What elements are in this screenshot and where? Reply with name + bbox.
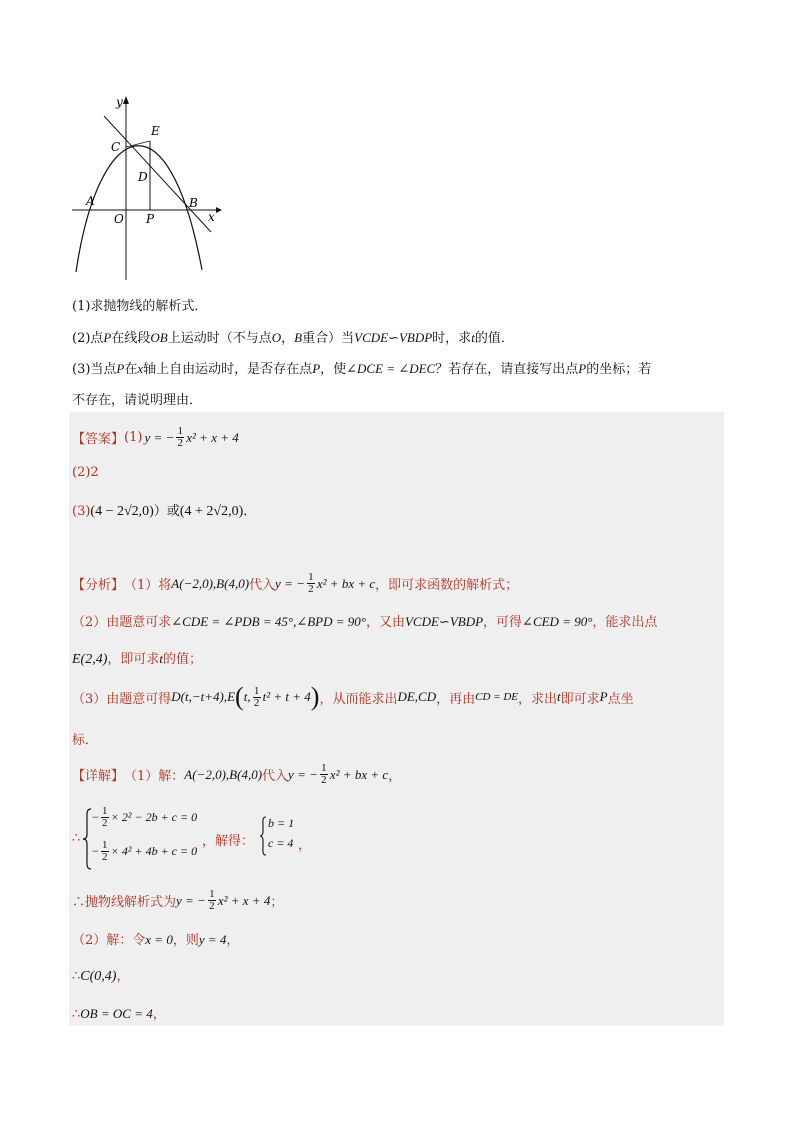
detail-lhs: y = − [176, 892, 206, 908]
q2-var-o: O [271, 330, 282, 345]
detail-text: ， [226, 933, 240, 948]
detail-text: （2）解：令 [72, 933, 146, 948]
detail-line-5 [72, 965, 129, 985]
label-e: E [151, 124, 160, 138]
analysis-var-t: t [557, 689, 561, 704]
detail-text: ， [388, 769, 402, 784]
analysis-text: ，再由 [436, 691, 476, 707]
analysis-text: ，能求出点 [592, 615, 658, 630]
fraction-num: 1 [321, 762, 327, 774]
analysis-var-t: t [159, 651, 164, 666]
x-axis-arrow [216, 207, 222, 213]
detail-fraction [320, 763, 328, 786]
detail-text: ∴抛物线解析式为 [72, 895, 177, 910]
analysis-e-open: t, [243, 689, 251, 704]
detail-rest: x² + bx + c [329, 766, 389, 782]
fraction-num: 1 [102, 805, 108, 817]
analysis-expr: ∠CDE = ∠PDB = 45°,∠BPD = 90° [171, 614, 366, 629]
q2-text: 上运动时（不与点 [167, 331, 272, 346]
q3-text: 的坐标；若 [586, 362, 652, 377]
answer-1-rest: x² + x + 4 [186, 429, 239, 445]
detail-text: （1）解： [124, 769, 185, 784]
q2-text: 的值． [474, 331, 514, 346]
detail-line-1 [72, 763, 401, 786]
solution-end: ， [298, 838, 312, 853]
answer-3-text: ）或 [153, 504, 180, 519]
fraction-den: 2 [209, 900, 215, 912]
analysis-text: （1）将 [124, 578, 172, 593]
eq-rest: × 2² − 2b + c = 0 [110, 810, 198, 824]
fraction-num: 1 [209, 888, 215, 900]
eq-lead: − [92, 810, 99, 824]
q3-angle-expr: ∠DCE = ∠DEC [346, 361, 436, 376]
q2-text: 重合）当 [302, 331, 355, 346]
fraction-num: 1 [253, 684, 260, 697]
analysis-text: ，即可求 [107, 652, 160, 667]
analysis-eq: CD = DE [475, 691, 518, 703]
q3-text: ，使 [320, 362, 347, 377]
q3-var-p3: P [578, 361, 587, 376]
analysis-points: A(−2,0),B(4,0) [171, 575, 250, 591]
analysis-line-3 [72, 648, 202, 668]
q2-text: ， [281, 331, 295, 346]
analysis-text: 点坐 [607, 691, 634, 707]
answer-3-point-2: (4 + 2√2,0) [179, 504, 244, 519]
q3-var-p: P [116, 361, 125, 376]
fraction-den: 2 [102, 817, 108, 829]
eq-rest: × 4² + 4b + c = 0 [110, 844, 198, 858]
fraction-den: 2 [308, 583, 314, 595]
label-o: O [114, 212, 124, 226]
solve-text: ，解得： [202, 834, 255, 849]
detail-text: 代入 [262, 769, 289, 784]
fraction-den: 2 [102, 851, 108, 863]
analysis-e-rest: t² + t + 4 [262, 689, 311, 704]
q3-text: ？若存在，请直接写出点 [435, 362, 579, 377]
q2-var-ob: OB [150, 330, 168, 345]
fraction-den: 2 [321, 774, 327, 786]
label-b: B [189, 196, 198, 210]
detail-expr: y = 4 [198, 932, 227, 947]
label-d: D [138, 170, 148, 184]
analysis-text: ，求出 [517, 691, 557, 707]
answer-3-point-1: (4 − 2√2,0) [90, 504, 154, 519]
solution-b: b = 1 [268, 816, 295, 830]
analysis-line-2 [72, 611, 657, 630]
detail-lhs: y = − [288, 766, 318, 782]
label-c: C [111, 140, 121, 154]
detail-line-3 [72, 889, 283, 912]
analysis-de-cd: DE,CD [397, 689, 437, 704]
detail-expr: x = 0 [145, 932, 173, 947]
question-2 [72, 327, 514, 346]
analysis-text: 的值； [163, 652, 203, 667]
answer-1-num: 1 [177, 425, 184, 437]
q2-text: 在线段 [111, 331, 151, 346]
solution-c: c = 4 [268, 836, 294, 850]
fraction-num: 1 [308, 571, 314, 583]
detail-line-6 [72, 1003, 166, 1022]
q2-var-b: B [294, 330, 303, 345]
analysis-line-1 [72, 572, 518, 595]
analysis-similarity: VCDE∽VBDP [404, 614, 484, 629]
analysis-text: （3）由题意可得 [72, 691, 172, 707]
answer-1-lhs: y = − [144, 429, 175, 445]
detail-text: ，则 [172, 933, 199, 948]
analysis-text: ，即可求函数的解析式； [375, 578, 519, 593]
q2-text: 时，求 [432, 331, 472, 346]
analysis-var-p: P [599, 689, 608, 704]
right-paren: ) [310, 682, 320, 711]
q2-var-t: t [471, 330, 475, 345]
detail-line-4 [72, 929, 239, 948]
label-a: A [86, 194, 95, 208]
detail-text: ， [116, 969, 130, 984]
q2-var-p: P [103, 330, 112, 345]
parabola-graph [68, 92, 228, 284]
q2-text: (2)点 [72, 331, 104, 346]
analysis-text: （2）由题意可求 [72, 615, 172, 630]
left-paren: ( [235, 682, 244, 711]
system-equation-2 [92, 840, 197, 863]
q3-text: 轴上自由运动时，是否存在点 [143, 362, 313, 377]
answer-3-end: ． [243, 504, 257, 519]
eq-fraction [101, 806, 109, 829]
question-3-line2: 不存在，请说明理由． [72, 393, 203, 408]
detail-text: ； [270, 895, 284, 910]
analysis-tag: 【分析】 [72, 578, 125, 593]
equation-system [72, 806, 332, 872]
eq-lead: − [92, 844, 99, 858]
system-equation-1 [92, 806, 197, 829]
analysis-point-e: E(2,4) [72, 652, 108, 667]
label-p: P [146, 212, 155, 226]
therefore-symbol: ∴ [72, 831, 81, 846]
system-brace [82, 808, 92, 870]
analysis-line-5: 标． [72, 733, 99, 748]
detail-text: ∴ [72, 969, 81, 984]
detail-rest: x² + x + 4 [217, 892, 271, 908]
detail-expr: OB = OC = 4 [80, 1006, 153, 1021]
detail-text: ∴ [72, 1007, 81, 1022]
detail-text: ， [152, 1007, 166, 1022]
analysis-text: ，可得 [483, 615, 523, 630]
analysis-d-expr: D(t,−t+4),E [171, 689, 236, 704]
detail-point-c: C(0,4) [80, 969, 117, 984]
detail-tag: 【详解】 [72, 769, 125, 784]
answer-1-label: (1) [124, 430, 143, 445]
analysis-text: ，又由 [365, 615, 405, 630]
label-y: y [116, 95, 123, 109]
analysis-lhs: y = − [275, 575, 305, 591]
y-axis-arrow [123, 96, 129, 104]
q3-text: 在 [124, 362, 138, 377]
analysis-text: 代入 [249, 578, 276, 593]
answer-line-1 [72, 426, 239, 449]
analysis-text: 即可求 [560, 691, 600, 707]
parabola-curve [76, 146, 202, 272]
analysis-line-4 [72, 684, 634, 710]
answer-tag: 【答案】 [72, 432, 125, 447]
q3-text: (3)当点 [72, 362, 117, 377]
answer-line-2: (2)2 [72, 465, 99, 480]
detail-fraction [208, 889, 216, 912]
q2-similarity: VCDE∽VBDP [354, 330, 433, 345]
answer-3-label: (3) [72, 504, 91, 519]
analysis-fraction [307, 572, 315, 595]
answer-line-3 [72, 500, 256, 520]
fraction-num: 1 [102, 839, 108, 851]
eq-fraction [101, 840, 109, 863]
question-1: (1)求抛物线的解析式． [72, 299, 208, 314]
q3-var-p2: P [312, 361, 321, 376]
detail-points: A(−2,0),B(4,0) [184, 766, 263, 782]
analysis-expr: ∠CED = 90° [522, 614, 593, 629]
analysis-text: ，从而能求出 [319, 691, 398, 707]
analysis-rest: x² + bx + c [316, 575, 376, 591]
label-x: x [208, 210, 215, 224]
answer-1-den: 2 [177, 437, 184, 449]
solution-brace [259, 816, 267, 856]
fraction-den: 2 [253, 696, 260, 709]
analysis-fraction [253, 686, 261, 709]
q3-var-x: x [137, 361, 144, 376]
question-3 [72, 358, 651, 377]
answer-1-fraction [176, 426, 184, 449]
